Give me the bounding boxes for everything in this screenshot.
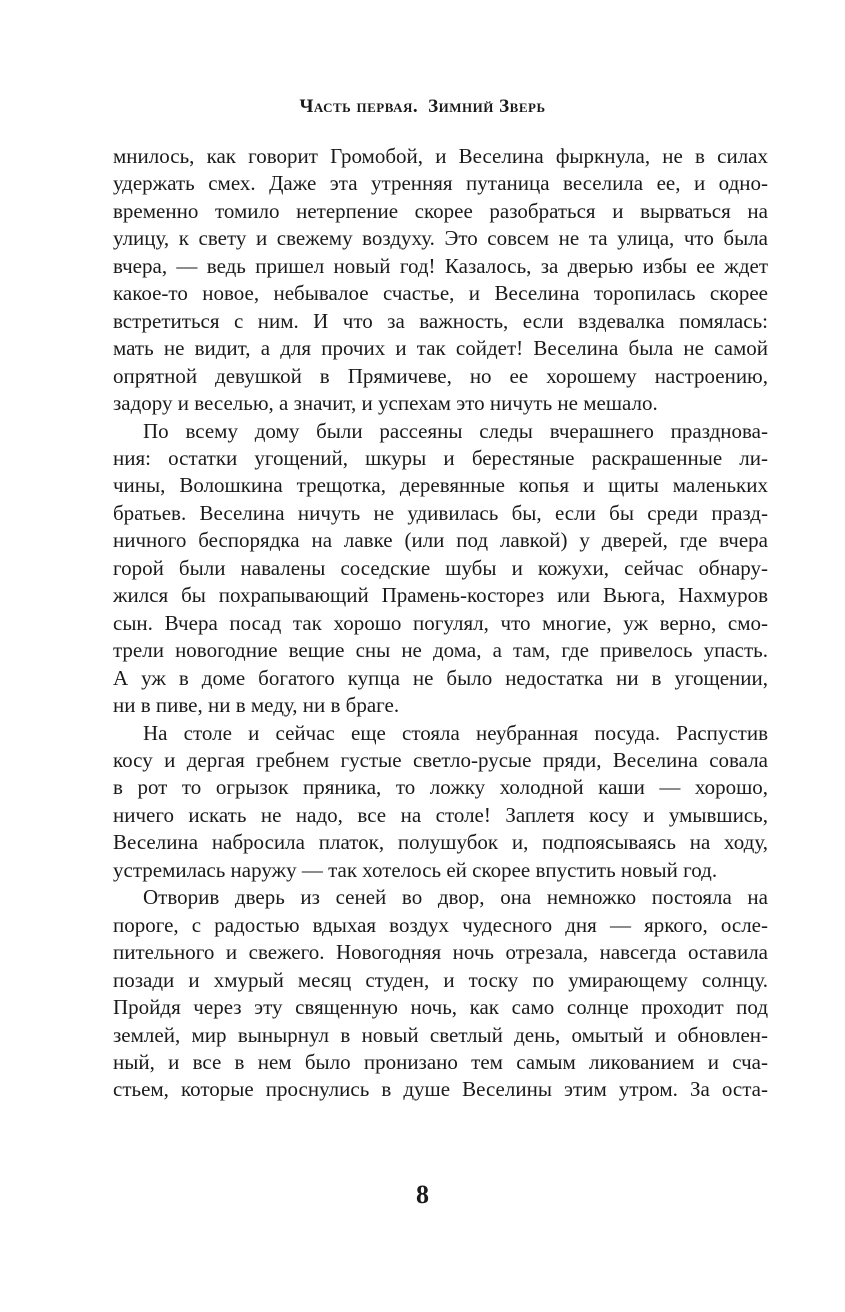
text-line: ный, и все в нем было пронизано тем самым ликованием и сча- — [113, 1049, 768, 1074]
paragraph-3 — [113, 720, 768, 885]
text-line: землей, мир вынырнул в новый светлый день, омытый и обновлен- — [113, 1022, 768, 1047]
text-line: сын. Вчера посад так хорошо погулял, что многие, уж верно, смо- — [113, 610, 768, 635]
text-line: мать не видит, а для прочих и так сойдет! Веселина была не самой — [113, 336, 768, 361]
text-line: в рот то огрызок пряника, то ложку холодной каши — хорошо, — [113, 775, 768, 800]
text-line: А уж в доме богатого купца не было недостатка ни в угощении, — [113, 665, 768, 690]
text-line: улицу, к свету и свежему воздуху. Это совсем не та улица, что была — [113, 226, 768, 251]
text-line: задору и веселью, а значит, и успехам это ничуть не мешало. — [113, 391, 658, 416]
text-line: ния: остатки угощений, шкуры и берестяные раскрашенные ли- — [113, 445, 768, 470]
text-line: позади и хмурый месяц студен, и тоску по умирающему солнцу. — [113, 967, 768, 992]
text-line: Веселина набросила платок, полушубок и, подпоясываясь на ходу, — [113, 830, 768, 855]
body-text — [113, 143, 768, 1104]
text-line: ни в пиве, ни в меду, ни в браге. — [113, 693, 400, 718]
text-line: вчера, — ведь пришел новый год! Казалось, за дверью избы ее ждет — [113, 253, 768, 278]
text-line: какое-то новое, небывалое счастье, и Веселина торопилась скорее — [113, 281, 768, 306]
text-line: братьев. Веселина ничуть не удивилась бы, если бы среди празд- — [113, 500, 768, 525]
text-line: По всему дому были рассеяны следы вчерашнего празднова- — [143, 418, 768, 443]
running-head-part: Часть первая. — [299, 96, 419, 117]
text-line: Отворив дверь из сеней во двор, она немножко постояла на — [143, 885, 768, 910]
text-line: косу и дергая гребнем густые светло-русые пряди, Веселина совала — [113, 747, 768, 772]
text-line: пороге, с радостью вдыхая воздух чудесного дня — яркого, осле- — [113, 912, 768, 937]
running-head-title: Зимний Зверь — [428, 96, 546, 117]
text-line: трели новогодние вещие сны не дома, а там, где привелось упасть. — [113, 638, 768, 663]
text-line: устремилась наружу — так хотелось ей скорее впустить новый год. — [113, 857, 718, 882]
text-line: ничего искать не надо, все на столе! Заплетя косу и умывшись, — [113, 802, 768, 827]
page-number: 8 — [416, 1180, 429, 1209]
text-line: пительного и свежего. Новогодняя ночь отрезала, навсегда оставила — [113, 940, 768, 965]
text-line: стьем, которые проснулись в душе Веселины этим утром. За оста- — [113, 1077, 768, 1102]
text-line: На столе и сейчас еще стояла неубранная посуда. Распустив — [143, 720, 768, 745]
text-line: чины, Волошкина трещотка, деревянные копья и щиты маленьких — [113, 473, 768, 498]
text-line: опрятной девушкой в Прямичеве, но ее хорошему настроению, — [113, 363, 768, 388]
paragraph-1 — [113, 143, 768, 418]
text-line: встретиться с ним. И что за важность, если вздевалка помялась: — [113, 308, 768, 333]
text-line: ничного беспорядка на лавке (или под лавкой) у дверей, где вчера — [113, 528, 768, 553]
text-line: мнилось, как говорит Громобой, и Веселина фыркнула, не в силах — [113, 144, 768, 168]
paragraph-4 — [113, 884, 768, 1104]
text-line: горой были навалены соседские шубы и кожухи, сейчас обнару- — [113, 555, 768, 580]
paragraph-2 — [113, 418, 768, 720]
running-head — [0, 96, 845, 118]
text-line: жился бы похрапывающий Прамень-косторез или Вьюга, Нахмуров — [113, 583, 768, 608]
text-line: Пройдя через эту священную ночь, как само солнце проходит под — [113, 995, 768, 1020]
text-line: удержать смех. Даже эта утренняя путаница веселила ее, и одно- — [113, 171, 768, 196]
text-line: временно томило нетерпение скорее разобраться и вырваться на — [113, 198, 768, 223]
